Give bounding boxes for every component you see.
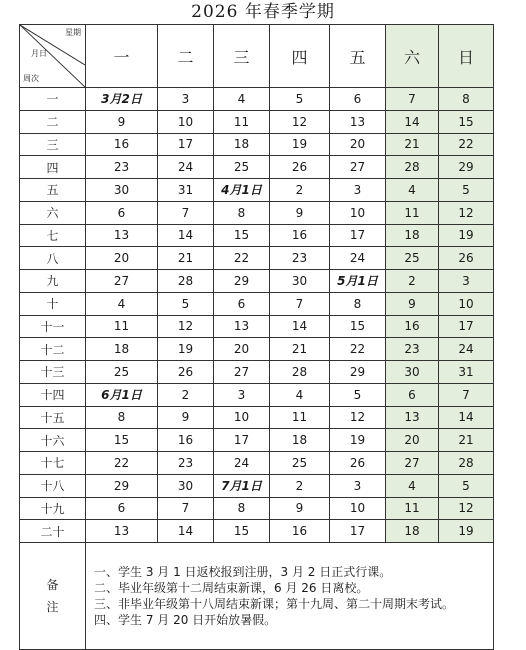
date-cell: 25 (214, 156, 270, 179)
date-cell: 17 (330, 520, 386, 543)
week-row (20, 88, 494, 111)
date-cell: 13 (386, 406, 439, 429)
date-cell: 6月1日 (86, 383, 158, 406)
date-cell: 4 (270, 383, 330, 406)
date-cell: 16 (270, 520, 330, 543)
week-number-label: 十一 (20, 315, 86, 338)
date-cell: 23 (158, 452, 214, 475)
date-cell: 25 (86, 361, 158, 384)
date-cell: 4月1日 (214, 179, 270, 202)
date-cell: 12 (330, 406, 386, 429)
week-number-label: 十八 (20, 474, 86, 497)
notes-heading (20, 543, 86, 650)
page-title: 2026 年春季学期 (191, 2, 335, 22)
date-cell: 5 (439, 179, 494, 202)
date-cell: 5 (330, 383, 386, 406)
date-cell: 15 (439, 110, 494, 133)
date-cell: 19 (439, 224, 494, 247)
date-cell: 18 (86, 338, 158, 361)
date-cell: 18 (214, 133, 270, 156)
date-cell: 16 (270, 224, 330, 247)
date-cell: 20 (386, 429, 439, 452)
date-cell: 7 (386, 88, 439, 111)
week-row (20, 361, 494, 384)
date-cell: 3 (158, 88, 214, 111)
date-cell: 22 (214, 247, 270, 270)
week-number-label: 三 (20, 133, 86, 156)
date-cell: 8 (86, 406, 158, 429)
date-cell: 8 (439, 88, 494, 111)
date-cell: 10 (330, 497, 386, 520)
date-cell: 25 (270, 452, 330, 475)
date-cell: 8 (214, 497, 270, 520)
notes-row (20, 543, 494, 650)
date-cell: 20 (214, 338, 270, 361)
date-cell: 15 (214, 520, 270, 543)
date-cell: 7月1日 (214, 474, 270, 497)
date-cell: 27 (386, 452, 439, 475)
date-cell: 27 (86, 270, 158, 293)
date-cell: 4 (386, 474, 439, 497)
date-cell: 7 (158, 497, 214, 520)
date-cell: 16 (386, 315, 439, 338)
corner-month-day-label: 月日 (31, 49, 47, 58)
date-cell: 14 (270, 315, 330, 338)
notes-heading-char: 注 (46, 600, 59, 614)
week-row (20, 292, 494, 315)
date-cell: 22 (439, 133, 494, 156)
date-cell: 11 (386, 497, 439, 520)
date-cell: 17 (439, 315, 494, 338)
date-cell: 30 (386, 361, 439, 384)
week-row (20, 179, 494, 202)
corner-cell (20, 25, 86, 88)
date-cell: 3月2日 (86, 88, 158, 111)
date-cell: 12 (158, 315, 214, 338)
date-cell: 5月1日 (330, 270, 386, 293)
date-cell: 7 (270, 292, 330, 315)
weekday-header: 一 (86, 25, 158, 88)
date-cell: 2 (158, 383, 214, 406)
date-cell: 28 (270, 361, 330, 384)
corner-week-number-label: 周次 (23, 74, 39, 83)
date-cell: 3 (439, 270, 494, 293)
date-cell: 26 (439, 247, 494, 270)
header-row (20, 25, 494, 88)
date-cell: 14 (158, 520, 214, 543)
date-cell: 5 (158, 292, 214, 315)
date-cell: 3 (330, 474, 386, 497)
date-cell: 10 (330, 201, 386, 224)
week-row (20, 338, 494, 361)
week-number-label: 十四 (20, 383, 86, 406)
date-cell: 7 (439, 383, 494, 406)
date-cell: 14 (386, 110, 439, 133)
date-cell: 10 (158, 110, 214, 133)
week-number-label: 十九 (20, 497, 86, 520)
date-cell: 27 (330, 156, 386, 179)
date-cell: 4 (214, 88, 270, 111)
date-cell: 16 (86, 133, 158, 156)
date-cell: 5 (270, 88, 330, 111)
week-row (20, 270, 494, 293)
date-cell: 18 (386, 224, 439, 247)
week-number-label: 十二 (20, 338, 86, 361)
date-cell: 22 (330, 338, 386, 361)
date-cell: 19 (270, 133, 330, 156)
date-cell: 9 (270, 497, 330, 520)
week-row (20, 520, 494, 543)
calendar-table (19, 24, 494, 650)
date-cell: 11 (270, 406, 330, 429)
week-row (20, 201, 494, 224)
note-item: 三、非毕业年级第十八周结束新课；第十九周、第二十周期末考试。 (94, 597, 455, 611)
date-cell: 13 (86, 520, 158, 543)
week-number-label: 一 (20, 88, 86, 111)
week-number-label: 十 (20, 292, 86, 315)
date-cell: 13 (330, 110, 386, 133)
date-cell: 17 (330, 224, 386, 247)
date-cell: 8 (330, 292, 386, 315)
date-cell: 17 (214, 429, 270, 452)
date-cell: 26 (330, 452, 386, 475)
week-row (20, 474, 494, 497)
date-cell: 24 (214, 452, 270, 475)
week-row (20, 452, 494, 475)
week-row (20, 406, 494, 429)
week-row (20, 110, 494, 133)
date-cell: 16 (158, 429, 214, 452)
weekday-header: 三 (214, 25, 270, 88)
week-number-label: 二十 (20, 520, 86, 543)
date-cell: 26 (270, 156, 330, 179)
week-row (20, 247, 494, 270)
date-cell: 12 (439, 497, 494, 520)
date-cell: 9 (158, 406, 214, 429)
date-cell: 6 (86, 201, 158, 224)
date-cell: 14 (158, 224, 214, 247)
date-cell: 23 (86, 156, 158, 179)
date-cell: 21 (270, 338, 330, 361)
notes-list (94, 564, 493, 628)
date-cell: 24 (439, 338, 494, 361)
date-cell: 26 (158, 361, 214, 384)
date-cell: 25 (386, 247, 439, 270)
week-number-label: 九 (20, 270, 86, 293)
date-cell: 11 (386, 201, 439, 224)
date-cell: 18 (270, 429, 330, 452)
week-number-label: 四 (20, 156, 86, 179)
date-cell: 4 (86, 292, 158, 315)
weekday-header: 四 (270, 25, 330, 88)
date-cell: 29 (330, 361, 386, 384)
notes-body (86, 543, 494, 650)
date-cell: 3 (330, 179, 386, 202)
week-row (20, 133, 494, 156)
date-cell: 21 (158, 247, 214, 270)
date-cell: 18 (386, 520, 439, 543)
date-cell: 21 (439, 429, 494, 452)
date-cell: 31 (439, 361, 494, 384)
date-cell: 6 (330, 88, 386, 111)
date-cell: 15 (86, 429, 158, 452)
week-row (20, 156, 494, 179)
date-cell: 30 (270, 270, 330, 293)
date-cell: 9 (86, 110, 158, 133)
date-cell: 14 (439, 406, 494, 429)
date-cell: 19 (330, 429, 386, 452)
date-cell: 20 (86, 247, 158, 270)
date-cell: 19 (158, 338, 214, 361)
weekday-header: 日 (439, 25, 494, 88)
date-cell: 12 (270, 110, 330, 133)
week-row (20, 383, 494, 406)
date-cell: 30 (86, 179, 158, 202)
corner-weekday-label: 星期 (65, 28, 81, 37)
date-cell: 9 (386, 292, 439, 315)
date-cell: 23 (270, 247, 330, 270)
week-number-label: 十七 (20, 452, 86, 475)
date-cell: 17 (158, 133, 214, 156)
weekday-header: 六 (386, 25, 439, 88)
week-row (20, 224, 494, 247)
date-cell: 10 (439, 292, 494, 315)
date-cell: 3 (214, 383, 270, 406)
date-cell: 27 (214, 361, 270, 384)
date-cell: 30 (158, 474, 214, 497)
week-number-label: 十五 (20, 406, 86, 429)
date-cell: 6 (86, 497, 158, 520)
date-cell: 11 (214, 110, 270, 133)
weekday-header: 五 (330, 25, 386, 88)
note-item: 四、学生 7 月 20 日开始放暑假。 (94, 613, 277, 627)
week-row (20, 315, 494, 338)
week-number-label: 八 (20, 247, 86, 270)
date-cell: 20 (330, 133, 386, 156)
date-cell: 8 (214, 201, 270, 224)
date-cell: 21 (386, 133, 439, 156)
date-cell: 4 (386, 179, 439, 202)
date-cell: 13 (214, 315, 270, 338)
date-cell: 28 (158, 270, 214, 293)
date-cell: 31 (158, 179, 214, 202)
week-row (20, 497, 494, 520)
week-number-label: 六 (20, 201, 86, 224)
date-cell: 6 (386, 383, 439, 406)
date-cell: 7 (158, 201, 214, 224)
date-cell: 6 (214, 292, 270, 315)
week-number-label: 二 (20, 110, 86, 133)
date-cell: 24 (330, 247, 386, 270)
week-number-label: 七 (20, 224, 86, 247)
weekday-header: 二 (158, 25, 214, 88)
date-cell: 29 (439, 156, 494, 179)
date-cell: 22 (86, 452, 158, 475)
week-row (20, 429, 494, 452)
note-item: 二、毕业年级第十二周结束新课，6 月 26 日离校。 (94, 581, 369, 595)
date-cell: 23 (386, 338, 439, 361)
note-item: 一、学生 3 月 1 日返校报到注册，3 月 2 日正式行课。 (94, 565, 392, 579)
date-cell: 13 (86, 224, 158, 247)
week-number-label: 十六 (20, 429, 86, 452)
date-cell: 2 (386, 270, 439, 293)
date-cell: 19 (439, 520, 494, 543)
notes-heading-char: 备 (46, 578, 59, 592)
date-cell: 29 (86, 474, 158, 497)
date-cell: 15 (214, 224, 270, 247)
date-cell: 11 (86, 315, 158, 338)
date-cell: 12 (439, 201, 494, 224)
date-cell: 10 (214, 406, 270, 429)
date-cell: 24 (158, 156, 214, 179)
date-cell: 15 (330, 315, 386, 338)
calendar-body (20, 25, 494, 650)
week-number-label: 五 (20, 179, 86, 202)
date-cell: 5 (439, 474, 494, 497)
week-number-label: 十三 (20, 361, 86, 384)
date-cell: 9 (270, 201, 330, 224)
date-cell: 2 (270, 474, 330, 497)
date-cell: 28 (386, 156, 439, 179)
date-cell: 29 (214, 270, 270, 293)
date-cell: 2 (270, 179, 330, 202)
date-cell: 28 (439, 452, 494, 475)
